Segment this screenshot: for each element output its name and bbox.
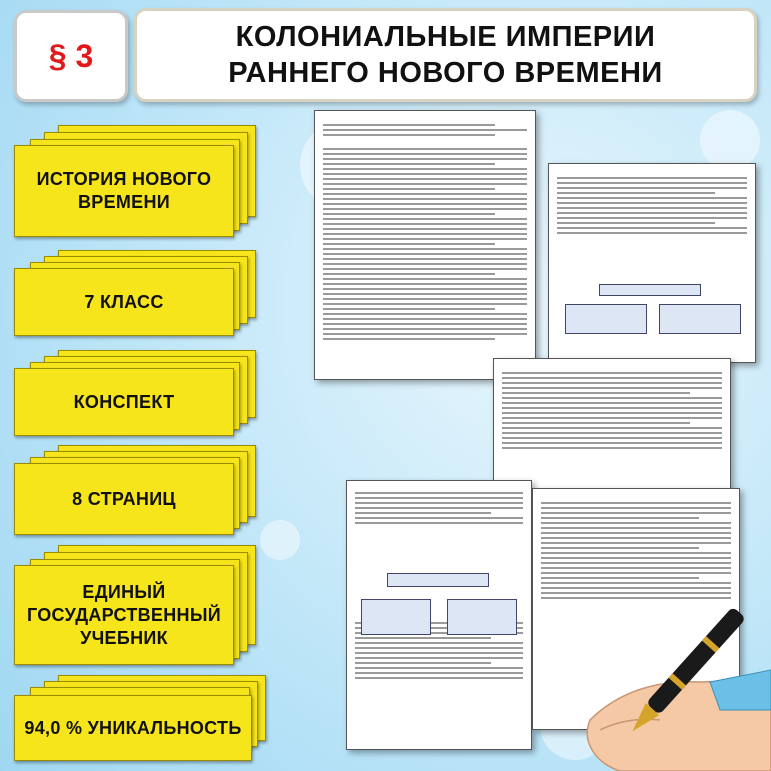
card-stack-uniqueness	[14, 675, 264, 761]
diagram-box	[565, 304, 647, 334]
title-line-2: РАННЕГО НОВОГО ВРЕМЕНИ	[228, 57, 663, 89]
card-uniqueness: 94,0 % УНИКАЛЬНОСТЬ	[14, 695, 252, 761]
card-textbook: ЕДИНЫЙ ГОСУДАРСТВЕННЫЙ УЧЕБНИК	[14, 565, 234, 665]
section-badge	[14, 10, 128, 102]
card-stack-textbook	[14, 545, 254, 665]
pen-icon	[600, 600, 760, 760]
title-line-1: КОЛОНИАЛЬНЫЕ ИМПЕРИИ	[235, 21, 656, 53]
card-subject: ИСТОРИЯ НОВОГО ВРЕМЕНИ	[14, 145, 234, 237]
background-bubble	[260, 520, 300, 560]
card-pages: 8 СТРАНИЦ	[14, 463, 234, 535]
background-bubble	[700, 110, 760, 170]
diagram-box	[599, 284, 701, 296]
card-stack-type	[14, 350, 254, 435]
card-stack-grade	[14, 250, 254, 335]
diagram-box	[447, 599, 517, 635]
card-type: КОНСПЕКТ	[14, 368, 234, 436]
card-stack-pages	[14, 445, 254, 535]
document-page-4	[346, 480, 532, 750]
document-page-2	[548, 163, 756, 363]
diagram-box	[387, 573, 489, 587]
document-page-1	[314, 110, 536, 380]
page-title	[134, 8, 757, 102]
card-grade: 7 КЛАСС	[14, 268, 234, 336]
diagram-box	[361, 599, 431, 635]
diagram-box	[659, 304, 741, 334]
card-stack-subject	[14, 125, 254, 235]
section-number: § 3	[48, 37, 94, 74]
